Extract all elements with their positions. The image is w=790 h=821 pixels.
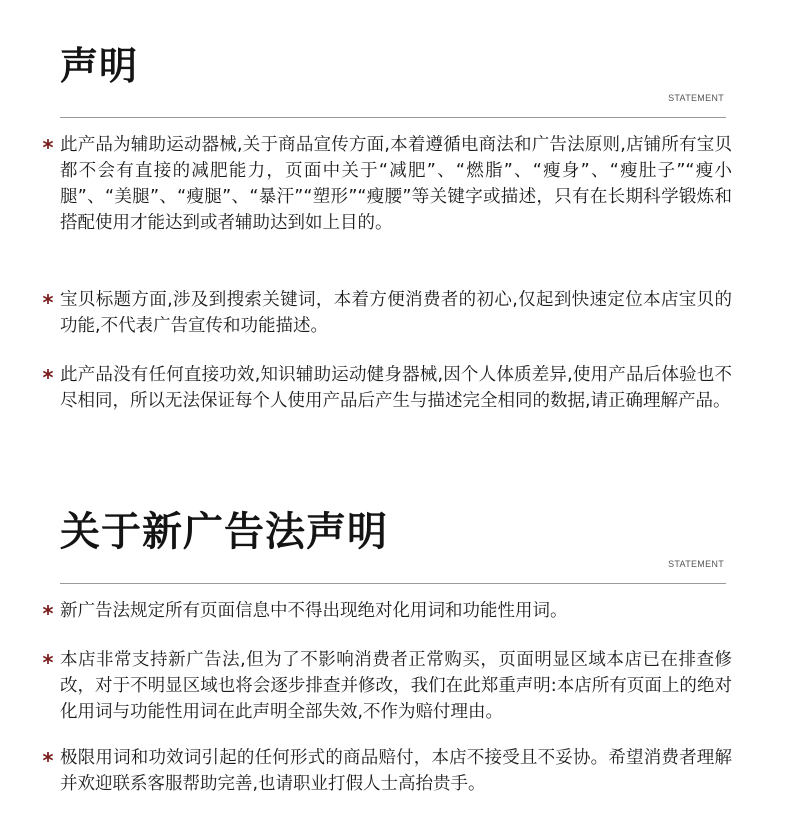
bullet-star-icon: * <box>42 291 54 315</box>
bullet-star-icon: * <box>42 366 54 390</box>
ad-law-item <box>40 745 740 799</box>
statement-tag: STATEMENT <box>668 93 724 103</box>
ad-law-item-text: 极限用词和功效词引起的任何形式的商品赔付，本店不接受且不妥协。希望消费者理解并欢迎联系客服帮助完善,也请职业打假人士高抬贵手。 <box>60 748 732 794</box>
statement-item-text: 宝贝标题方面,涉及到搜索关键词，本着方便消费者的初心,仅起到快速定位本店宝贝的功能,不代表广告宣传和功能描述。 <box>60 290 732 336</box>
ad-law-item <box>40 647 740 727</box>
bullet-star-icon: * <box>42 602 54 626</box>
ad-law-item-text: 新广告法规定所有页面信息中不得出现绝对化用词和功能性用词。 <box>60 601 568 621</box>
ad-law-tag: STATEMENT <box>668 559 724 569</box>
statement-item-text: 此产品没有任何直接功效,知识辅助运动健身器械,因个人体质差异,使用产品后体验也不尽相同，所以无法保证每个人使用产品后产生与描述完全相同的数据,请正确理解产品。 <box>60 365 732 411</box>
statement-item-text: 此产品为辅助运动器械,关于商品宣传方面,本着遵循电商法和广告法原则,店铺所有宝贝都不会有直接的减肥能力，页面中关于“减肥”、“燃脂”、“瘦身”、“瘦肚子”“瘦小腿”、“美腿”、“瘦腿”、“暴汗”“塑形”“瘦腰”等关键字或描述，只有在长期科学锻炼和搭配使用才能达到或者辅助达到如上目的。 <box>60 135 732 233</box>
bullet-star-icon: * <box>42 651 54 675</box>
ad-law-item <box>40 598 740 626</box>
ad-law-divider <box>60 583 726 584</box>
bullet-star-icon: * <box>42 749 54 773</box>
ad-law-item-text: 本店非常支持新广告法,但为了不影响消费者正常购买，页面明显区域本店已在排查修改，对于不明显区域也将会逐步排查并修改，我们在此郑重声明:本店所有页面上的绝对化用词与功能性用词在此声明全部失效,不作为赔付理由。 <box>60 650 732 722</box>
bullet-star-icon: * <box>42 136 54 160</box>
ad-law-title: 关于新广告法声明 <box>60 509 388 555</box>
statement-title: 声明 <box>60 44 139 88</box>
